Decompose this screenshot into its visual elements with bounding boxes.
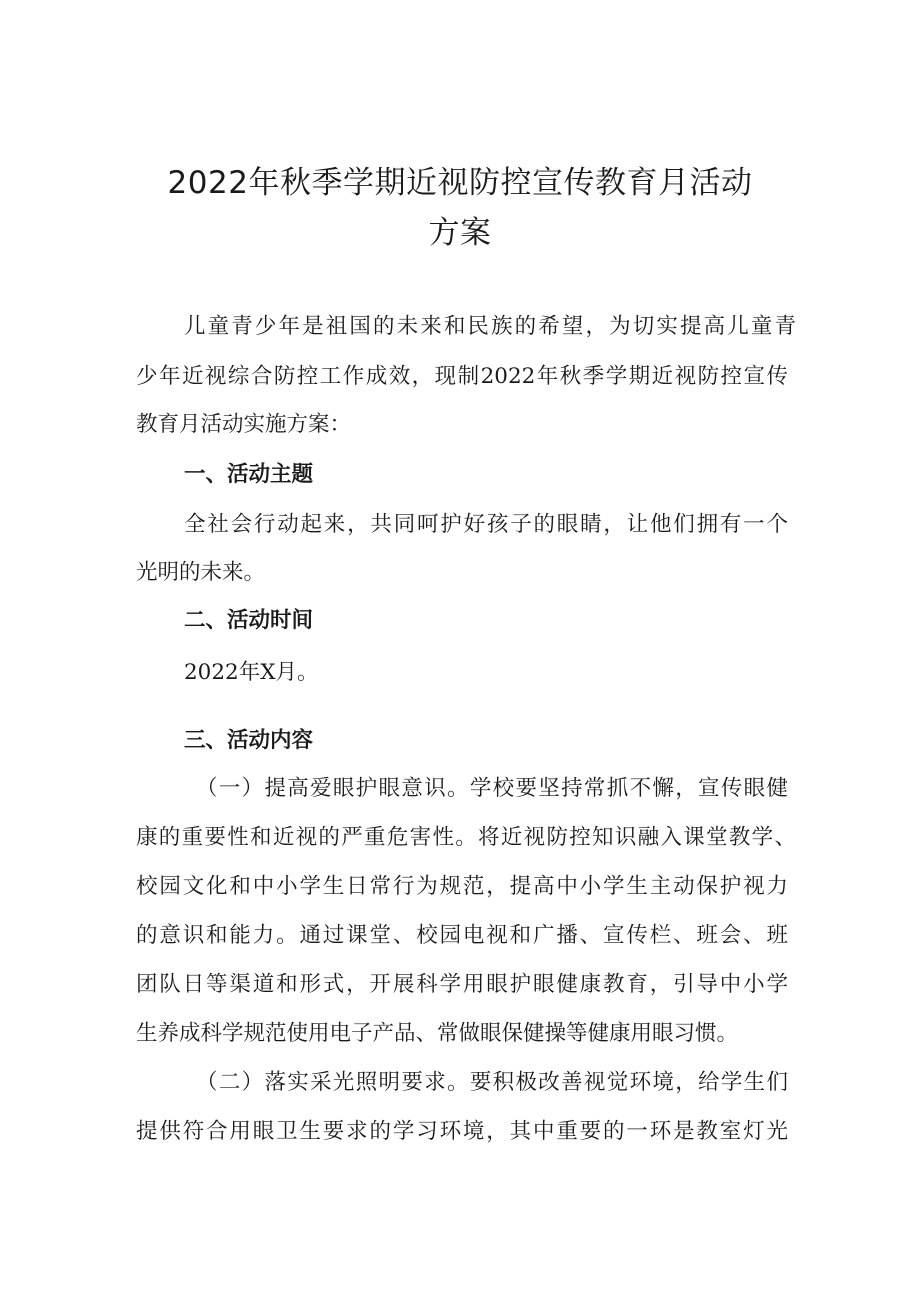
content-item-2-line-2: 提供符合用眼卫生要求的学习环境，其中重要的一环是教室灯光 — [136, 1119, 788, 1144]
theme-line-1: 全社会行动起来，共同呵护好孩子的眼睛，让他们拥有一个 — [184, 512, 788, 537]
intro-line-3: 教育月活动实施方案： — [136, 412, 352, 437]
content-item-1-line-6: 生养成科学规范使用电子产品、常做眼保健操等健康用眼习惯。 — [136, 1021, 739, 1046]
section-heading-time: 二、活动时间 — [184, 608, 314, 633]
time-line-1: 2022年X月。 — [184, 660, 319, 685]
content-item-1-line-1: （一）提高爱眼护眼意识。学校要坚持常抓不懈，宣传眼健 — [196, 776, 788, 801]
intro-line-2: 少年近视综合防控工作成效，现制2022年秋季学期近视防控宣传 — [136, 364, 788, 389]
content-item-2-line-1: （二）落实采光照明要求。要积极改善视觉环境，给学生们 — [196, 1070, 788, 1095]
content-item-1-line-5: 团队日等渠道和形式，开展科学用眼护眼健康教育，引导中小学 — [136, 972, 788, 997]
content-item-1-line-4: 的意识和能力。通过课堂、校园电视和广播、宣传栏、班会、班 — [136, 923, 788, 948]
section-heading-content: 三、活动内容 — [184, 728, 314, 753]
content-item-1-line-2: 康的重要性和近视的严重危害性。将近视防控知识融入课堂教学、 — [136, 825, 796, 850]
theme-line-2: 光明的未来。 — [136, 560, 266, 585]
content-item-1-line-3: 校园文化和中小学生日常行为规范，提高中小学生主动保护视力 — [136, 874, 788, 899]
document-title-line-1: 2022年秋季学期近视防控宣传教育月活动 — [167, 165, 753, 201]
document-title-line-2: 方案 — [428, 215, 492, 251]
intro-line-1: 儿童青少年是祖国的未来和民族的希望，为切实提高儿童青 — [184, 314, 796, 339]
section-heading-theme: 一、活动主题 — [184, 462, 314, 487]
